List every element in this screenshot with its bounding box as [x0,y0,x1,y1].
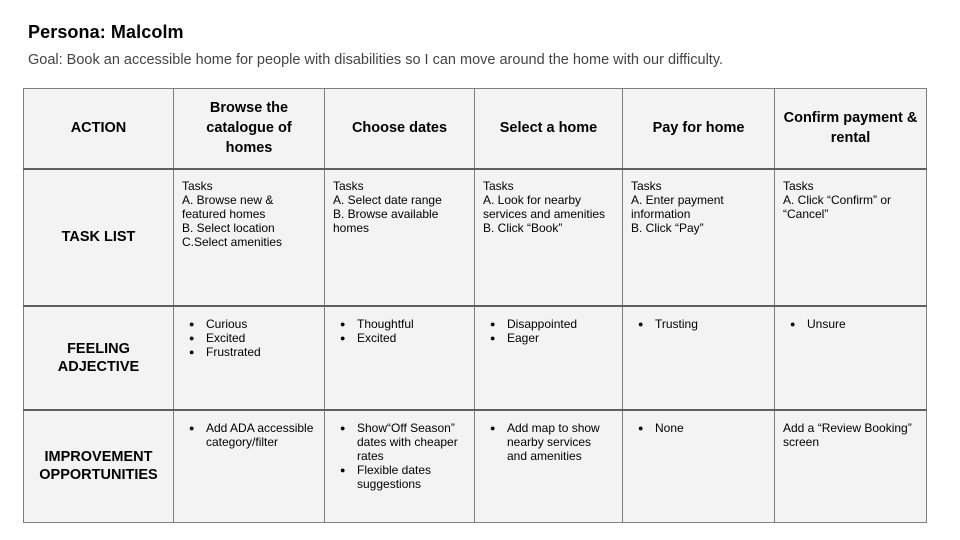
stage-header-row [24,89,927,169]
task-line: A. Select date range [333,192,442,207]
feeling-label-line: FEELING [67,340,130,357]
improvement-cell-pay [623,410,775,523]
feeling-item: ● Thoughtful [333,317,466,331]
task-cell-choose-dates [325,169,475,306]
journey-map-table [23,88,927,523]
improvement-label-line: IMPROVEMENT [44,449,153,466]
feeling-item: ● Trusting [631,317,766,331]
task-line: A. Enter payment information [631,192,724,221]
task-line: Tasks [631,178,662,193]
task-line: Tasks [783,178,814,193]
feeling-cell-browse [174,306,325,410]
persona-goal: Goal: Book an accessible home for people with disabilities so I can move around the home with our difficulty. [28,52,724,68]
feeling-cell-pay [623,306,775,410]
improvement-cell-browse [174,410,325,523]
feeling-item: ● Unsure [783,317,918,331]
task-line: A. Click “Confirm” or “Cancel” [783,192,892,221]
task-cell-confirm [775,169,927,306]
improvement-cell-confirm [775,410,927,523]
task-list-row-header: TASK LIST [24,169,174,306]
feeling-item: ● Excited [182,331,316,345]
improvement-text: Add a “Review Booking” screen [783,420,912,449]
improvement-item: ● Add map to show nearby services and amenities [483,421,614,463]
improvement-item: ● None [631,421,766,435]
task-line: B. Click “Pay” [631,220,704,235]
task-cell-browse [174,169,325,306]
task-line: Tasks [182,178,213,193]
feeling-cell-select-home [475,306,623,410]
task-line: Tasks [333,178,364,193]
stage-header-choose-dates: Choose dates [325,89,475,169]
feeling-item: ● Curious [182,317,316,331]
stage-header-select-home: Select a home [475,89,623,169]
feeling-row-header [24,306,174,410]
improvement-item: ● Add ADA accessible category/filter [182,421,316,449]
improvement-row-header [24,410,174,523]
improvement-item: ● Flexible dates suggestions [333,463,466,491]
task-line: C.Select amenities [182,234,283,249]
task-cell-pay [623,169,775,306]
task-line: A. Look for nearby services and amenities [483,192,606,221]
improvement-cell-select-home [475,410,623,523]
feeling-item: ● Disappointed [483,317,614,331]
feeling-item: ● Eager [483,331,614,345]
improvement-cell-choose-dates [325,410,475,523]
task-line: A. Browse new & featured homes [182,192,274,221]
improvement-label-line: OPPORTUNITIES [39,467,158,484]
improvement-item: ● Show“Off Season” dates with cheaper rates [333,421,466,463]
action-corner-header: ACTION [24,89,174,169]
stage-header-pay: Pay for home [623,89,775,169]
stage-header-browse: Browse the catalogue of homes [174,89,325,169]
task-line: B. Click “Book” [483,220,563,235]
stage-header-confirm: Confirm payment & rental [775,89,927,169]
feeling-cell-confirm [775,306,927,410]
feeling-item: ● Excited [333,331,466,345]
feeling-row [24,306,927,410]
improvement-row [24,410,927,523]
persona-title: Persona: Malcolm [28,22,184,42]
task-list-row [24,169,927,306]
task-cell-select-home [475,169,623,306]
feeling-label-line: ADJECTIVE [57,358,140,375]
task-line: B. Browse available homes [333,206,439,235]
feeling-item: ● Frustrated [182,345,316,359]
feeling-cell-choose-dates [325,306,475,410]
task-line: Tasks [483,178,514,193]
task-line: B. Select location [182,220,275,235]
